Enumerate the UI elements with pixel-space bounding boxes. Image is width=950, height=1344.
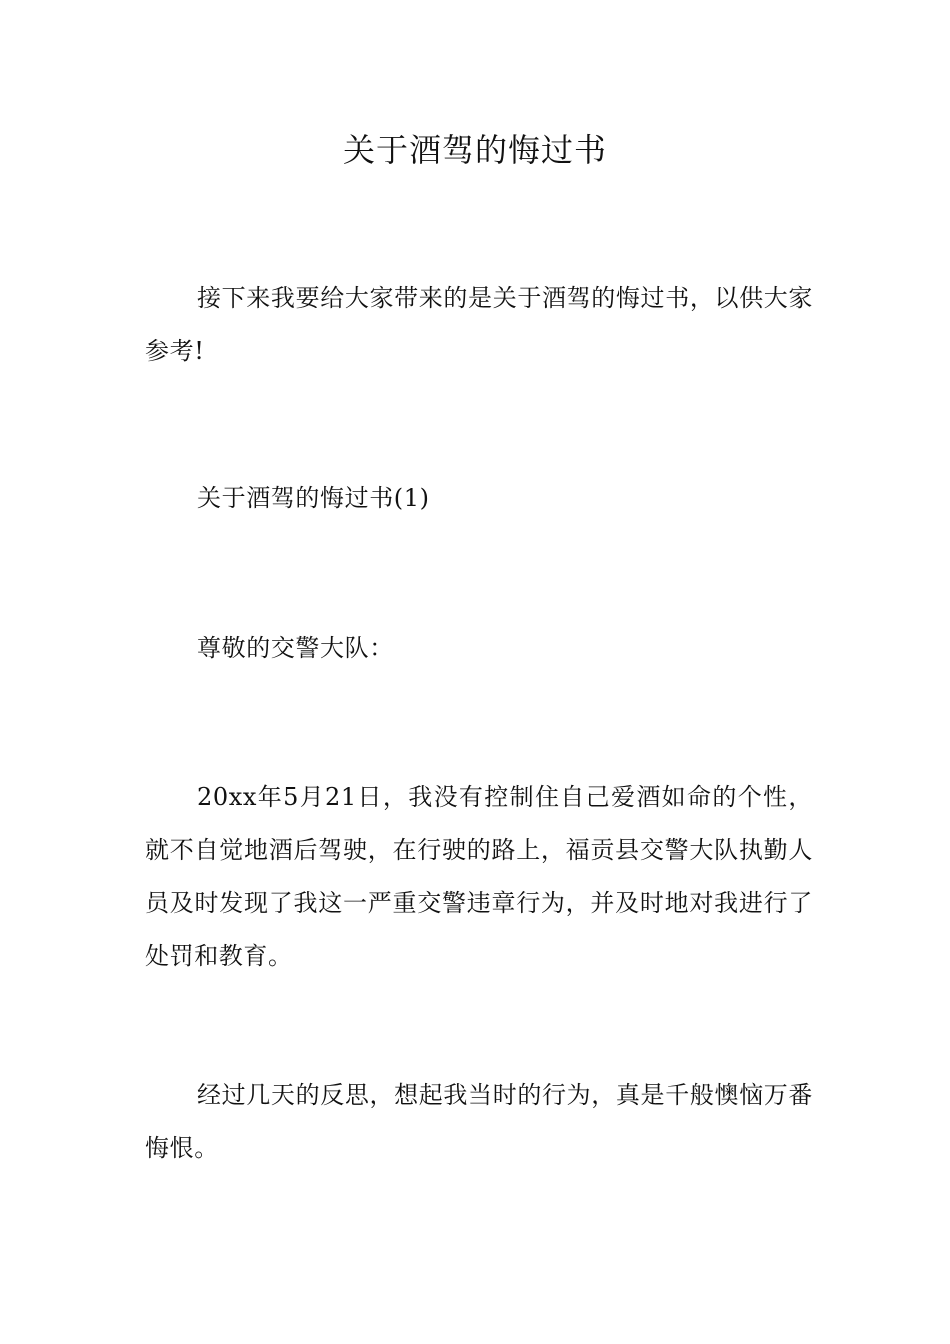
document-title: 关于酒驾的悔过书 — [342, 131, 607, 169]
body-paragraph-1: 20xx年5月21日，我没有控制住自己爱酒如命的个性，就不自觉地酒后驾驶，在行驶的路上，福贡县交警大队执勤人员及时发现了我这一严重交警违章行为，并及时地对我进行了处罚和教育。 — [145, 783, 813, 970]
intro-paragraph: 接下来我要给大家带来的是关于酒驾的悔过书，以供大家参考! — [145, 284, 813, 365]
section-heading: 关于酒驾的悔过书(1) — [197, 484, 430, 512]
body-paragraph-2: 经过几天的反思，想起我当时的行为，真是千般懊恼万番悔恨。 — [145, 1081, 813, 1162]
salutation: 尊敬的交警大队： — [197, 634, 394, 662]
